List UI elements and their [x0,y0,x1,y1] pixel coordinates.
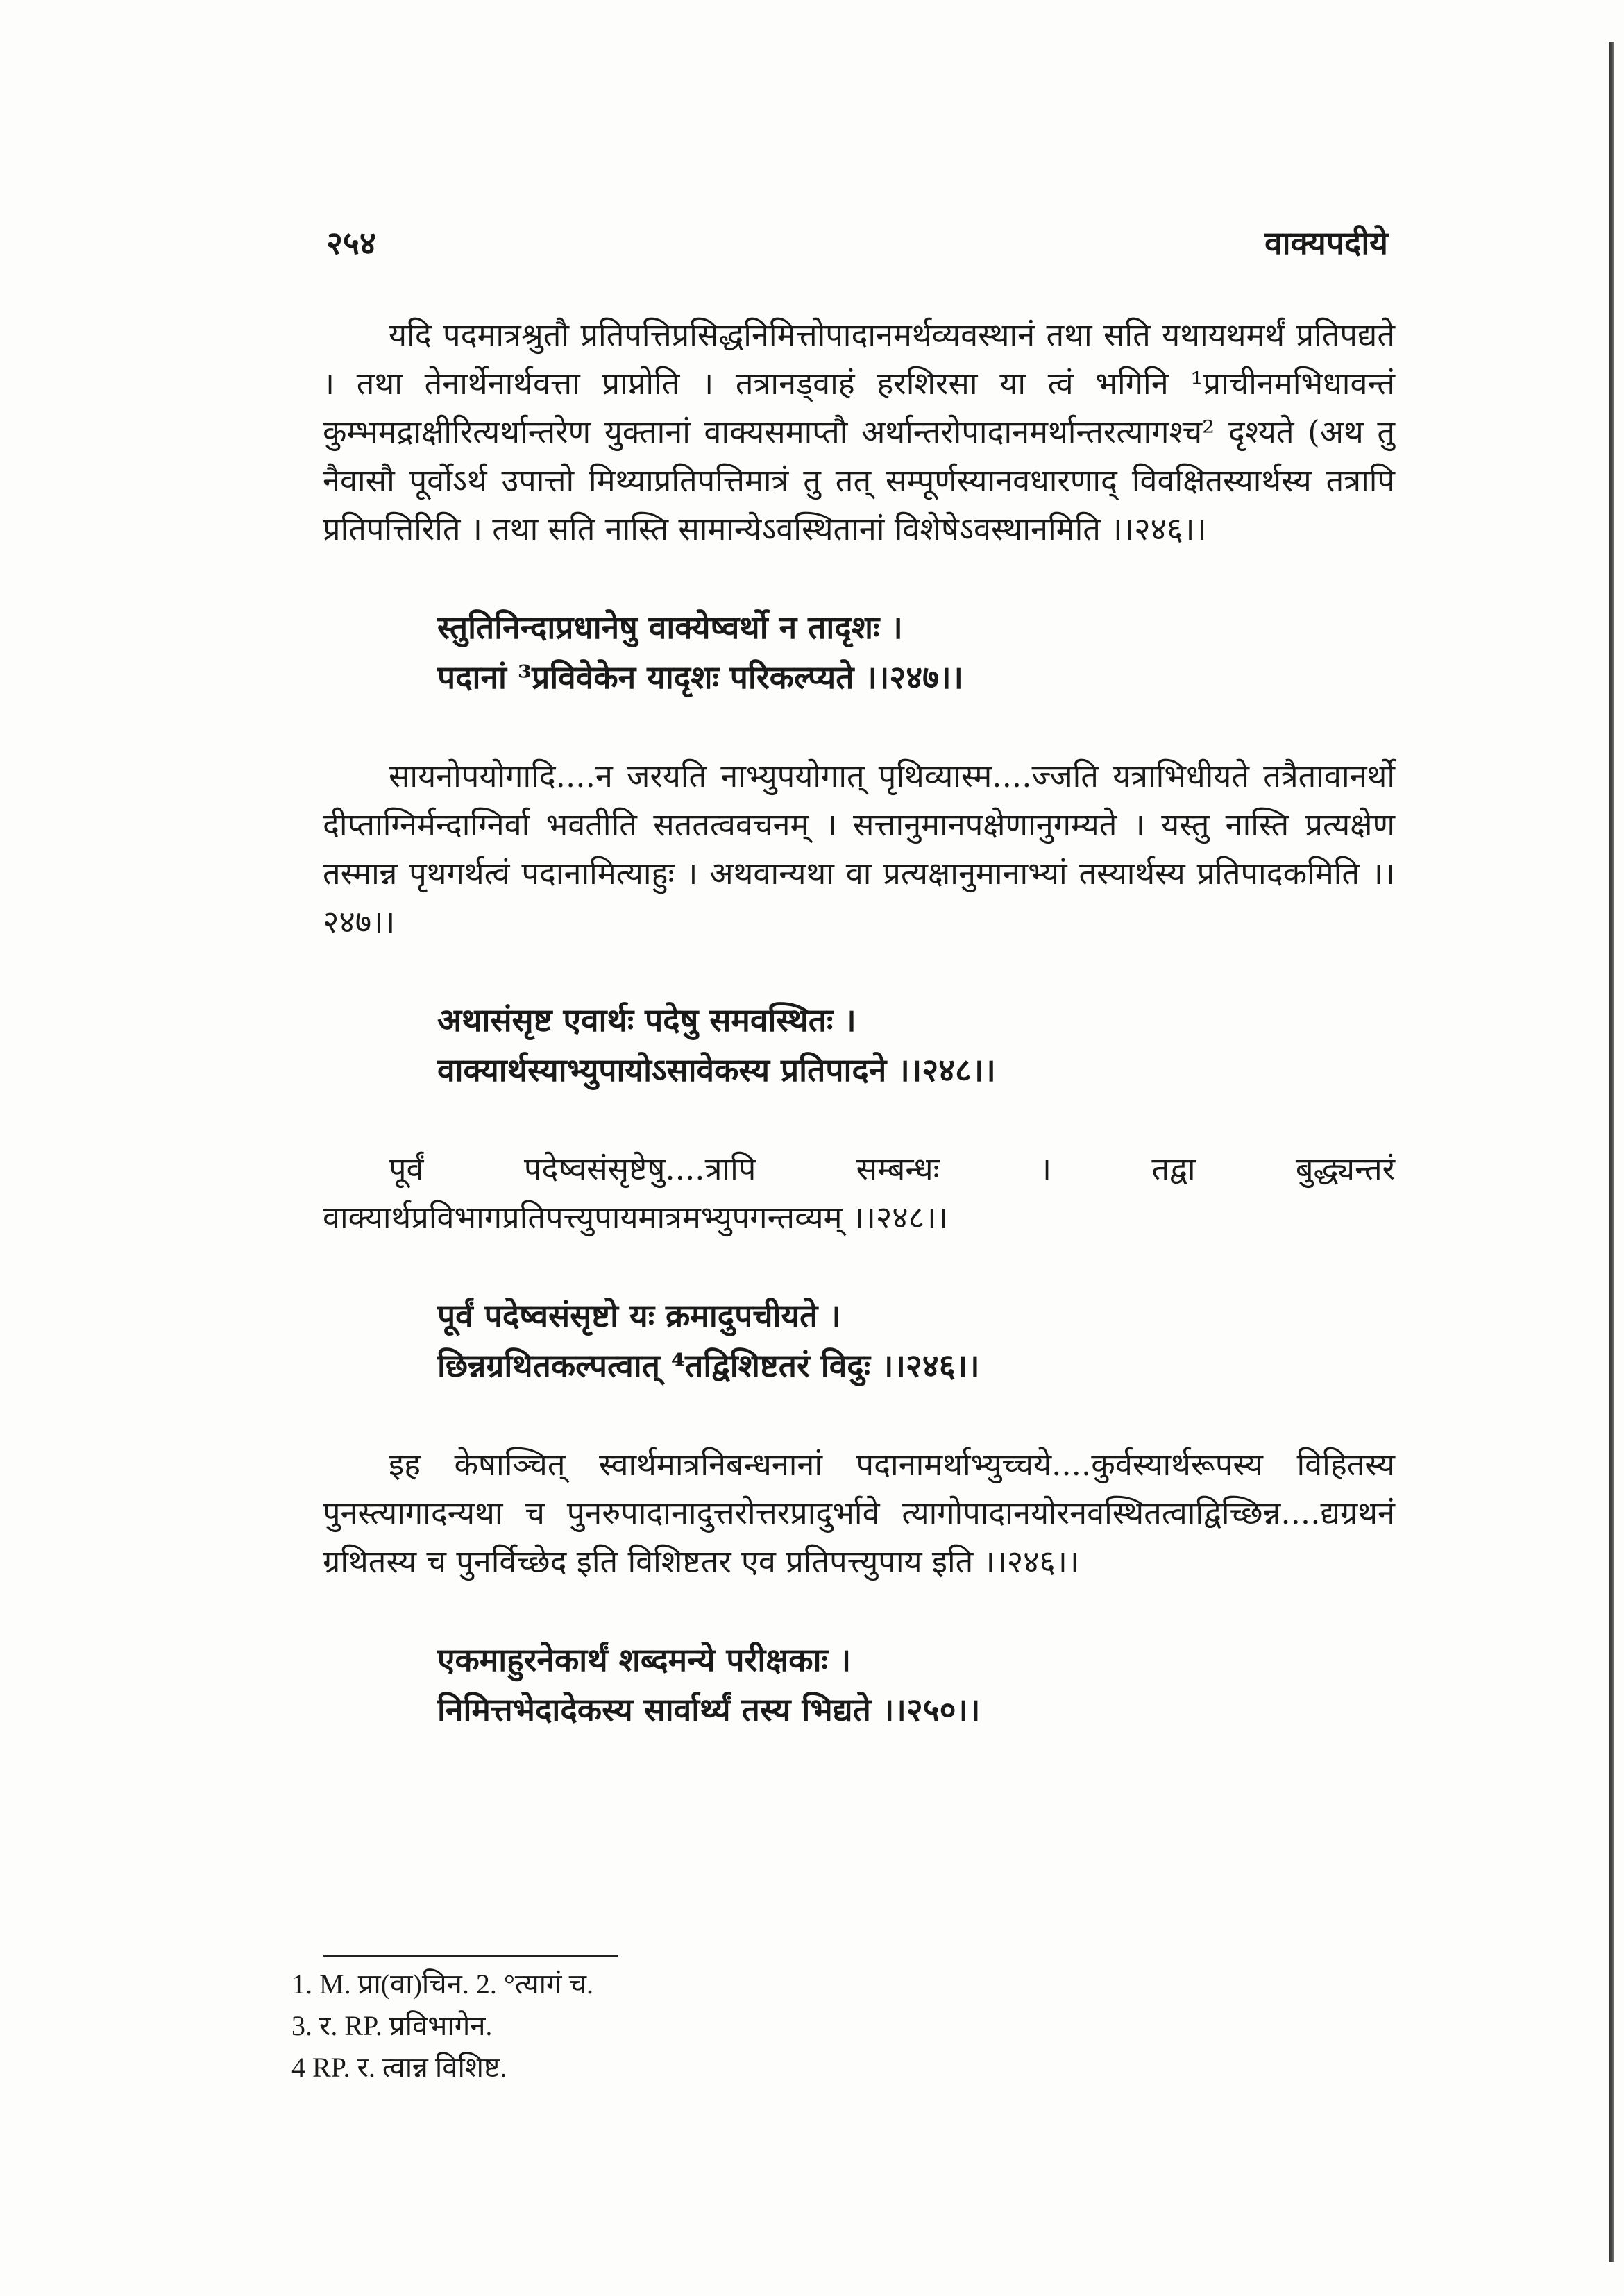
verse-line: पूर्वं पदेष्वसंसृष्टो यः क्रमादुपचीयते । [437,1297,841,1334]
scan-binding-edge [1609,42,1614,2262]
commentary-paragraph: यदि पदमात्रश्रुतौ प्रतिपत्तिप्रसिद्धनिमित्तोपादानमर्थव्यवस्थानं तथा सति यथायथमर्थं प्रतिपद्यते । तथा तेनार्थेनार्थवत्ता प्राप्नोति । तत्रानड्वाहं हरशिरसा या त्वं भगिनि ¹प्राचीनमभिधावन्तं कुम्भमद्राक्षीरित्यर्थान्तरेण युक्तानां वाक्यसमाप्तौ अर्थान्तरोपादानमर्थान्तरत्यागश्च² दृश्यते (अथ तु नैवासौ पूर्वोऽर्थ उपात्तो मिथ्याप्रतिपत्तिमात्रं तु तत् सम्पूर्णस्यानवधारणाद् विवक्षितस्यार्थस्य तत्रापि प्रतिपत्तिरिति । तथा सति नास्ति सामान्येऽवस्थितानां विशेषेऽवस्थानमिति ।।२४६।। [323,316,1395,547]
footnote: 1. M. प्रा(वा)चिन. 2. °त्यागं च. [291,1968,593,2000]
verse-line: पदानां ³प्रविवेकेन यादृशः परिकल्प्यते ।।२४७।। [437,658,963,696]
verse-248 [437,995,1395,1095]
verse-line: एकमाहुरनेकार्थं शब्दमन्ये परीक्षकाः । [437,1641,852,1678]
verse-249 [437,1291,1395,1391]
page-body [323,311,1395,1785]
running-title: वाक्यपदीये [1264,224,1388,262]
footnote-divider [323,1955,618,1957]
verse-line: अथासंसृष्ट एवार्थः पदेषु समवस्थितः । [437,1001,856,1039]
verse-250 [437,1635,1395,1735]
verse-line: स्तुतिनिन्दाप्रधानेषु वाक्येष्वर्थो न तादृशः । [437,609,903,646]
verse-line: निमित्तभेदादेकस्य सार्वार्थ्यं तस्य भिद्यते ।।२५०।। [437,1691,981,1728]
commentary-paragraph: सायनोपयोगादि....न जरयति नाभ्युपयोगात् पृथिव्यास्म....ज्जति यत्राभिधीयते तत्रैतावानर्थो दीप्ताग्निर्मन्दाग्निर्वा भवतीति सततत्ववचनम् । सत्तानुमानपक्षेणानुगम्यते । यस्तु नास्ति प्रत्यक्षेण तस्मान्न पृथगर्थत्वं पदानामित्याहुः । अथवान्यथा वा प्रत्यक्षानुमानाभ्यां तस्यार्थस्य प्रतिपादकमिति ।।२४७।। [323,758,1395,940]
page-header [326,221,1388,262]
commentary-paragraph: इह केषाञ्चित् स्वार्थमात्रनिबन्धनानां पदानामर्थाभ्युच्चये....कुर्वस्यार्थरूपस्य विहितस्य पुनस्त्यागादन्यथा च पुनरुपादानादुत्तरोत्तरप्रादुर्भावे त्यागोपादानयोरनवस्थितत्वाद्विच्छिन्न....द्यग्रथनं ग्रथितस्य च पुनर्विच्छेद इति विशिष्टतर एव प्रतिपत्त्युपाय इति ।।२४६।। [323,1446,1395,1580]
verse-line: वाक्यार्थस्याभ्युपायोऽसावेकस्य प्रतिपादने ।।२४८।। [437,1051,996,1089]
page-number: २५४ [326,224,376,262]
footnote: 4 RP. र. त्वान्न विशिष्ट. [291,2052,507,2083]
verse-247 [437,602,1395,702]
footnote: 3. र. RP. प्रविभागेन. [291,2010,493,2041]
footnotes [291,1964,1124,2089]
verse-line: छिन्नग्रथितकल्पत्वात् ⁴तद्विशिष्टतरं विदुः ।।२४६।। [437,1347,980,1384]
commentary-paragraph: पूर्वं पदेष्वसंसृष्टेषु....त्रापि सम्बन्धः । तद्वा बुद्ध्यन्तरं वाक्यार्थप्रविभागप्रतिपत्त्युपायमात्रमभ्युपगन्तव्यम् ।।२४८।। [323,1150,1395,1236]
